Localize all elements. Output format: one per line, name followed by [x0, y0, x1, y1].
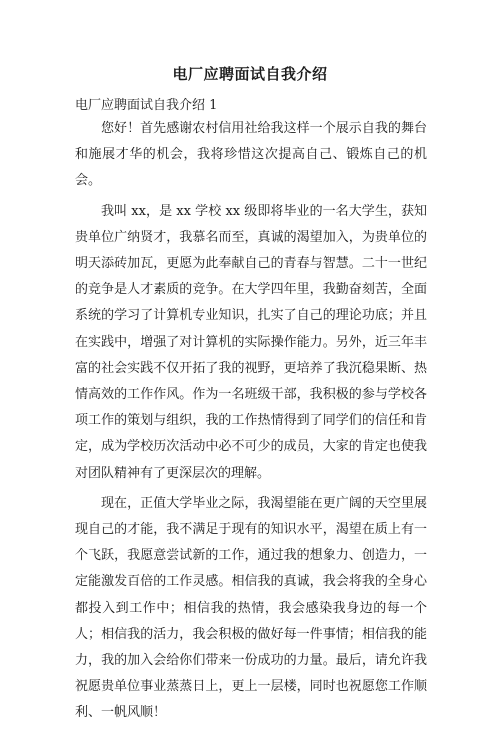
- paragraph-introduction: 我叫 xx，是 xx 学校 xx 级即将毕业的一名大学生，获知贵单位广纳贤才，我慕名而至，真诚的渴望加入，为贵单位的明天添砖加瓦，更愿为此奉献自己的青春与智慧。二十一世纪的竞争是人才素质的竞争。在大学四年里，我勤奋刻苦，全面系统的学习了计算机专业知识，扎实了自己的理论功底；并且在实践中，增强了对计算机的实际操作能力。另外，近三年丰富的社会实践不仅开拓了我的视野，更培养了我沉稳果断、热情高效的工作作风。作为一名班级干部，我积极的参与学校各项工作的策划与组织，我的工作热情得到了同学们的信任和肯定，成为学校历次活动中必不可少的成员，大家的肯定也使我对团队精神有了更深层次的理解。: [75, 203, 427, 481]
- document-body: [75, 116, 427, 731]
- document-title: 电厂应聘面试自我介绍: [172, 65, 328, 83]
- document-subtitle: 电厂应聘面试自我介绍 1: [75, 98, 218, 113]
- paragraph-aspiration: 现在，正值大学毕业之际，我渴望能在更广阔的天空里展现自己的才能，我不满足于现有的知识水平，渴望在质上有一个飞跃，我愿意尝试新的工作，通过我的想象力、创造力，一定能激发百倍的工作灵感。相信我的真诚，我会将我的全身心都投入到工作中；相信我的热情，我会感染我身边的每一个人；相信我的活力，我会积极的做好每一件事情；相信我的能力，我的加入会给你们带来一份成功的力量。最后，请允许我祝愿贵单位事业蒸蒸日上，更上一层楼，同时也祝愿您工作顺利、一帆风顺！: [75, 495, 427, 721]
- paragraph-greeting: 您好！首先感谢农村信用社给我这样一个展示自我的舞台和施展才华的机会，我将珍惜这次提高自己、锻炼自己的机会。: [75, 121, 427, 189]
